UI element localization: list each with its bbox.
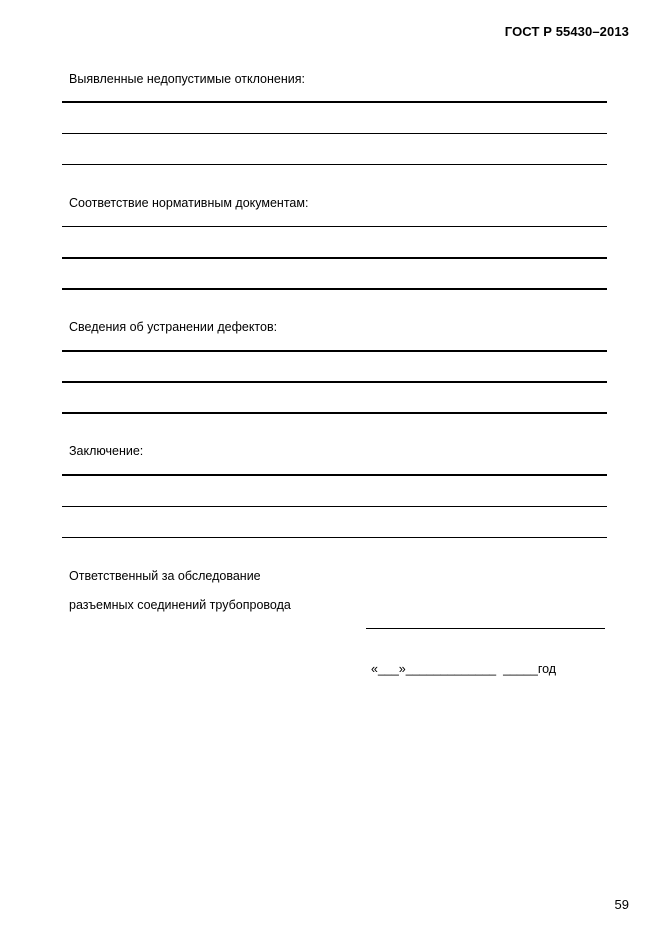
page-number: 59 — [614, 897, 629, 912]
responsible-label-line2: разъемных соединений трубопровода — [69, 598, 291, 612]
fill-line — [62, 288, 607, 290]
section-label-compliance: Соответствие нормативным документам: — [69, 196, 309, 210]
fill-line — [62, 537, 607, 538]
fill-line — [62, 381, 607, 383]
fill-line — [62, 164, 607, 165]
fill-line — [62, 506, 607, 507]
fill-line — [62, 226, 607, 227]
fill-line — [62, 474, 607, 476]
fill-line — [62, 133, 607, 134]
signature-line — [366, 628, 605, 629]
doc-code: ГОСТ Р 55430–2013 — [504, 24, 629, 39]
fill-line — [62, 412, 607, 414]
section-label-deviations: Выявленные недопустимые отклонения: — [69, 72, 305, 86]
fill-line — [62, 101, 607, 103]
fill-line — [62, 257, 607, 259]
section-label-defect-repair: Сведения об устранении дефектов: — [69, 320, 278, 334]
fill-line — [62, 350, 607, 352]
date-field: «___»_____________ _____год — [371, 662, 557, 676]
responsible-label-line1: Ответственный за обследование — [69, 569, 261, 583]
section-label-conclusion: Заключение: — [69, 444, 144, 458]
